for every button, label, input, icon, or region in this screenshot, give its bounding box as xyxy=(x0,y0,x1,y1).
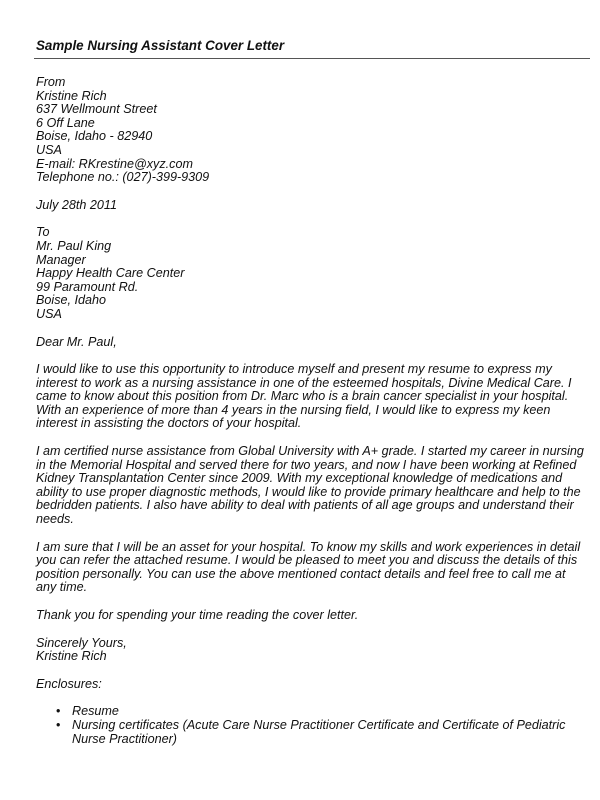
sender-lane: 6 Off Lane xyxy=(36,115,95,130)
sender-name: Kristine Rich xyxy=(36,88,107,103)
paragraph-line: came to know about this position from Dr. Marc who is a brain cancer specialist in your hospital. xyxy=(36,389,569,404)
sender-address xyxy=(36,76,576,185)
paragraph-line: Kidney Transplantation Center since 2009. With my exceptional knowledge of medications and xyxy=(36,471,563,486)
paragraph-line: I am certified nurse assistance from Global University with A+ grade. I started my career in nursing xyxy=(36,444,584,459)
paragraph-thanks xyxy=(36,609,576,623)
enclosures-label: Enclosures: xyxy=(36,676,102,691)
sender-email: E-mail: RKrestine@xyz.com xyxy=(36,156,193,171)
paragraph-line: in the Memorial Hospital and served there for two years, and now I have been working at Refined xyxy=(36,457,577,472)
paragraph-closing-pitch xyxy=(36,539,581,595)
paragraph-line: any time. xyxy=(36,580,88,595)
bullet-icon: • xyxy=(56,704,61,719)
paragraph-line: position personally. You can use the above mentioned contact details and feel free to call me at xyxy=(36,566,566,581)
letter-date: July 28th 2011 xyxy=(36,197,117,212)
sender-label: From xyxy=(36,75,66,89)
list-item xyxy=(36,719,576,746)
recipient-name: Mr. Paul King xyxy=(36,238,112,253)
recipient-role: Manager xyxy=(36,252,86,267)
enclosure-list xyxy=(36,705,576,746)
enclosure-text: Nursing certificates (Acute Care Nurse Practitioner Certificate and Certificate of Pediatric xyxy=(72,717,566,732)
paragraph-line: I would like to use this opportunity to introduce myself and present my resume to express my xyxy=(36,362,552,377)
sender-phone: Telephone no.: (027)-399-9309 xyxy=(36,170,210,185)
sender-street: 637 Wellmount Street xyxy=(36,102,157,117)
bullet-icon: • xyxy=(56,717,61,732)
salutation: Dear Mr. Paul, xyxy=(36,334,117,349)
sender-city: Boise, Idaho - 82940 xyxy=(36,129,153,144)
recipient-street: 99 Paramount Rd. xyxy=(36,279,139,294)
signer-name: Kristine Rich xyxy=(36,649,107,664)
recipient-city: Boise, Idaho xyxy=(36,293,107,308)
enclosure-text: Nurse Practitioner) xyxy=(72,731,177,746)
recipient-address xyxy=(36,226,576,321)
document-title: Sample Nursing Assistant Cover Letter xyxy=(36,38,285,53)
recipient-org: Happy Health Care Center xyxy=(36,266,185,281)
closing-phrase: Sincerely Yours, xyxy=(36,635,127,650)
paragraph-line: Thank you for spending your time reading the cover letter. xyxy=(36,608,359,622)
paragraph-line: needs. xyxy=(36,512,74,527)
paragraph-line: bedridden patients. I also have ability to deal with patients of all age groups and understand their xyxy=(36,498,574,513)
paragraph-line: ability to use proper diagnostic methods, I would like to provide primary healthcare and help to the xyxy=(36,484,581,499)
paragraph-introduction xyxy=(36,363,576,431)
paragraph-line: I am sure that I will be an asset for your hospital. To know my skills and work experiences in detail xyxy=(36,539,581,554)
title-underline xyxy=(34,58,590,59)
recipient-country: USA xyxy=(36,306,62,321)
paragraph-line: interest to work as a nursing assistance in one of the esteemed hospitals, Divine Medical Care. I xyxy=(36,375,572,390)
paragraph-line: you can refer the attached resume. I would be pleased to meet you and discuss the details of this xyxy=(36,553,578,568)
recipient-label: To xyxy=(36,225,50,240)
paragraph-line: interest in assisting the doctors of your hospital. xyxy=(36,416,302,431)
letter-closing xyxy=(36,637,576,664)
sender-country: USA xyxy=(36,142,62,157)
paragraph-line: With an experience of more than 4 years in the nursing field, I would like to express my keen xyxy=(36,402,551,417)
list-item xyxy=(36,705,576,719)
paragraph-qualifications xyxy=(36,444,584,527)
enclosure-text: Resume xyxy=(72,704,119,719)
